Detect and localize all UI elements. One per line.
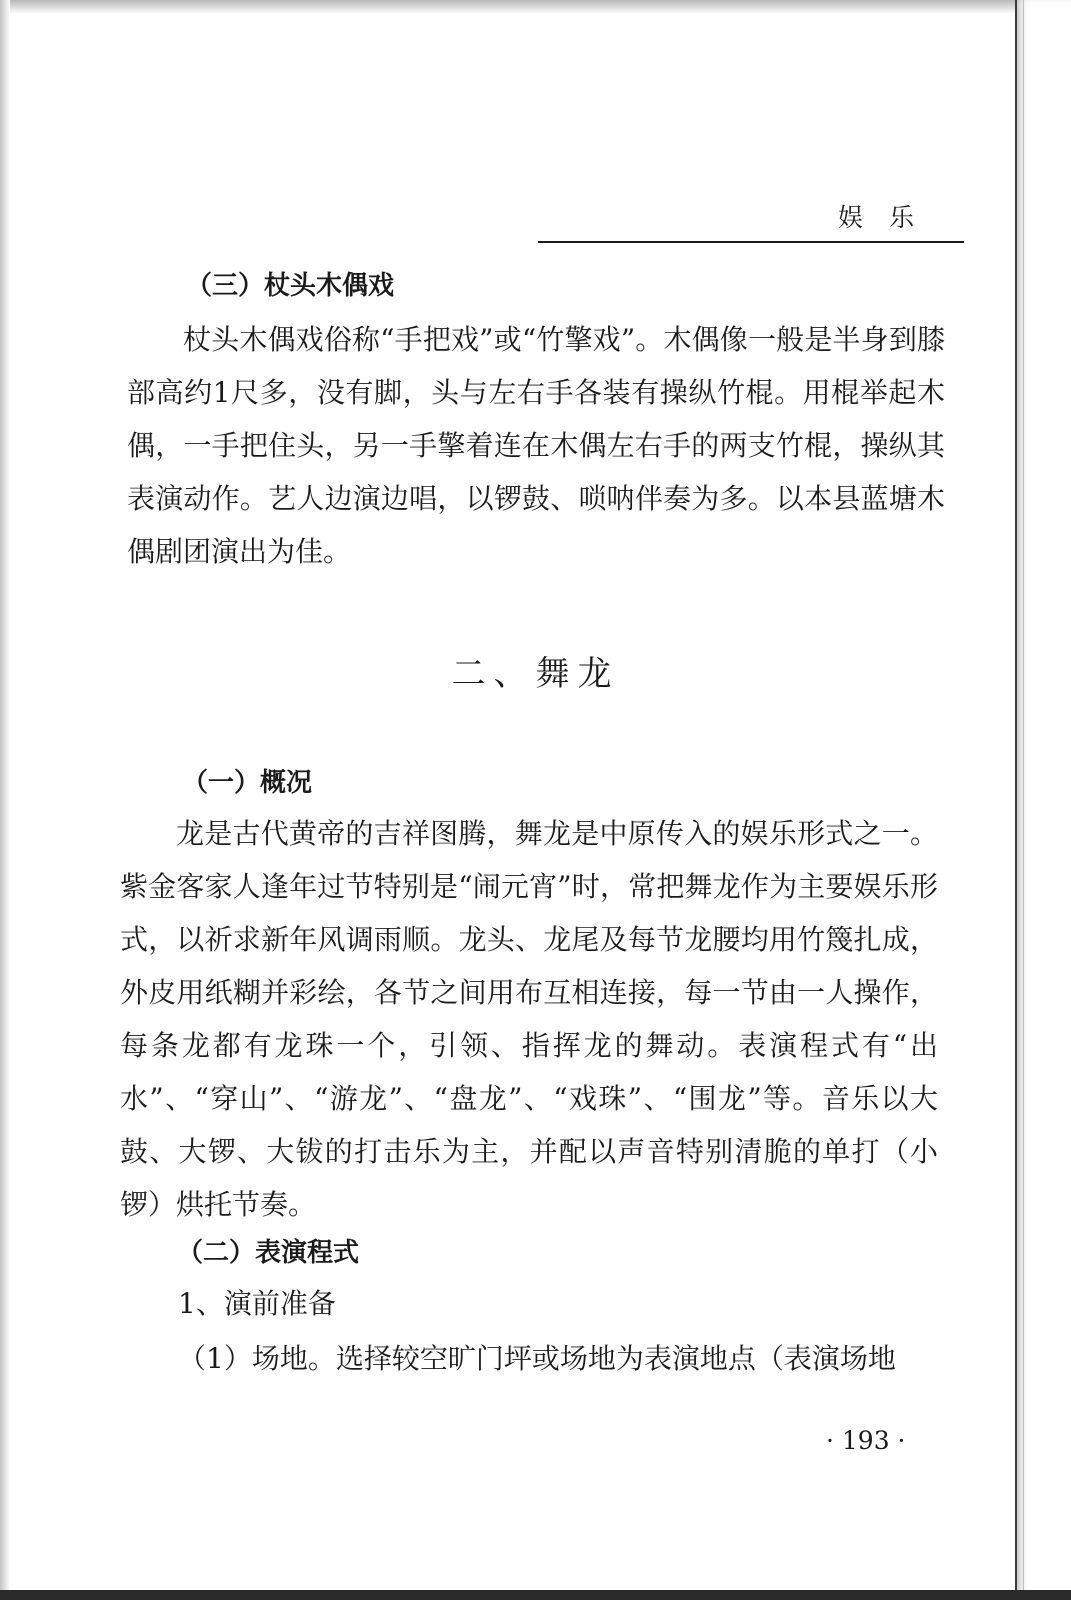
page-edge-right <box>1015 0 1071 1600</box>
subsection-heading-staff-puppet: （三）杖头木偶戏 <box>186 271 395 301</box>
paragraph-overview: 龙是古代黄帝的吉祥图腾，舞龙是中原传入的娱乐形式之一。紫金客家人逢年过节特别是“闹元宵”时，常把舞龙作为主要娱乐形式，以祈求新年风调雨顺。龙头、龙尾及每节龙腰均用竹篾扎成，外皮用纸糊并彩绘，各节之间用布互相连接，每一节由一人操作，每条龙都有龙珠一个，引领、指挥龙的舞动。表演程式有“出水”、“穿山”、“游龙”、“盘龙”、“戏珠”、“围龙”等。音乐以大鼓、大锣、大钹的打击乐为主，并配以声音特别清脆的单打（小锣）烘托节奏。 <box>120 817 938 1221</box>
page-edge-left <box>0 0 10 1600</box>
page-edge-bottom <box>0 1590 1071 1600</box>
page-number: · 193 · <box>826 1426 906 1455</box>
chapter-title: 二、舞龙 <box>451 654 620 694</box>
subsection-heading-procedure: （二）表演程式 <box>177 1238 360 1268</box>
list-item-preparation: 1、演前准备 <box>178 1287 336 1320</box>
running-head: 娱乐 <box>838 203 941 232</box>
subsection-heading-overview: （一）概况 <box>182 768 313 798</box>
header-rule <box>538 241 964 243</box>
page-edge-top <box>0 0 1071 14</box>
paragraph-staff-puppet: 杖头木偶戏俗称“手把戏”或“竹擎戏”。木偶像一般是半身到膝部高约1尺多，没有脚，头与左右手各装有操纵竹棍。用棍举起木偶，一手把住头，另一手擎着连在木偶左右手的两支竹棍，操纵其表演动作。艺人边演边唱，以锣鼓、唢呐伴奏为多。以本县蓝塘木偶剧团演出为佳。 <box>127 323 945 568</box>
list-item-venue: （1）场地。选择较空旷门坪或场地为表演地点（表演场地 <box>178 1342 896 1375</box>
